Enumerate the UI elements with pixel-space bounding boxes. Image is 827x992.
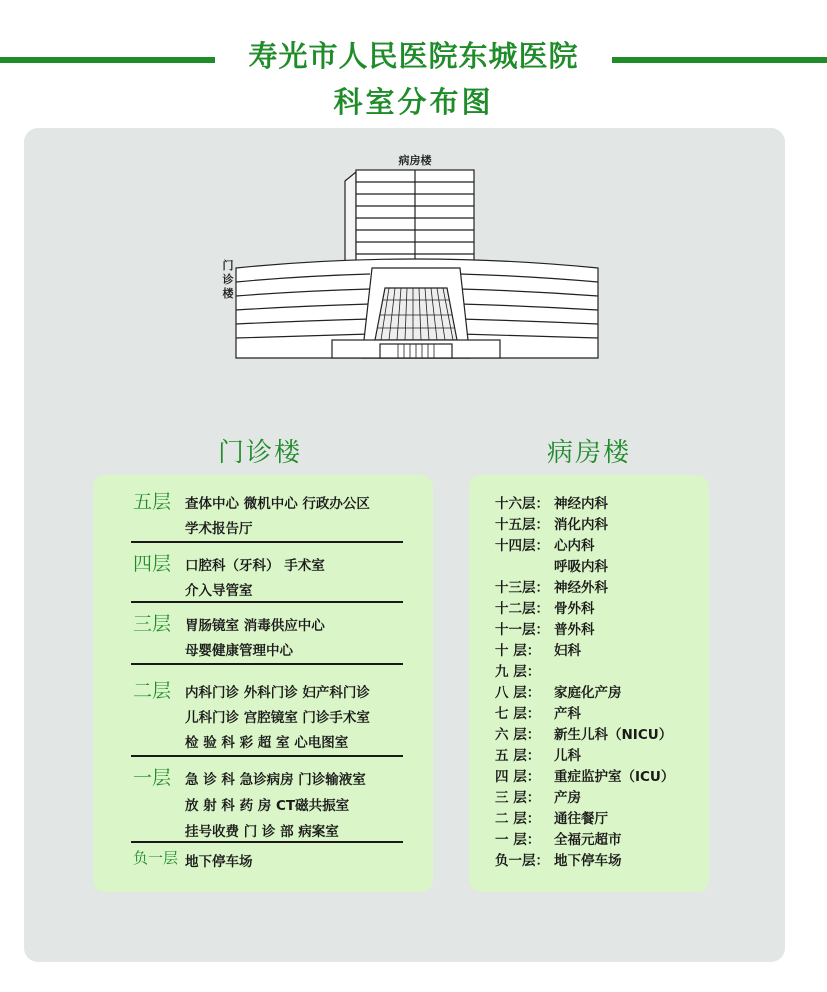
ward-dept: 新生儿科（NICU） bbox=[554, 727, 673, 743]
floor-line: 学术报告厅 bbox=[185, 521, 253, 537]
ward-floor: 十五层： bbox=[495, 517, 549, 533]
outpatient-label-char: 门 bbox=[222, 259, 234, 272]
ward-section-title: 病房楼 bbox=[547, 438, 632, 468]
ward-row bbox=[495, 492, 608, 512]
ward-floor: 十 层： bbox=[495, 643, 541, 659]
ward-row bbox=[495, 702, 581, 722]
floor-line: 检 验 科 彩 超 室 心电图室 bbox=[185, 735, 349, 751]
floor-divider bbox=[131, 841, 403, 843]
ward-dept: 通往餐厅 bbox=[554, 811, 608, 827]
ward-floor: 十三层： bbox=[495, 580, 549, 596]
ward-floor: 六 层： bbox=[495, 727, 541, 743]
ward-dept: 心内科 bbox=[554, 538, 595, 554]
outpatient-section-title: 门诊楼 bbox=[218, 438, 303, 468]
ward-row bbox=[495, 849, 622, 869]
ward-dept: 产科 bbox=[554, 706, 581, 722]
ward-floor: 九 层： bbox=[495, 664, 541, 680]
ward-dept: 妇科 bbox=[554, 643, 581, 659]
floor-line: 母婴健康管理中心 bbox=[185, 643, 293, 659]
ward-floor: 三 层： bbox=[495, 790, 541, 806]
ward-dept: 家庭化产房 bbox=[554, 685, 622, 701]
ward-dept: 消化内科 bbox=[554, 517, 608, 533]
ward-row bbox=[495, 576, 608, 596]
outpatient-directory bbox=[93, 475, 433, 892]
ward-dept: 全福元超市 bbox=[554, 832, 622, 848]
floor-line: 挂号收费 门 诊 部 病案室 bbox=[185, 824, 339, 840]
floor-label: 三层 bbox=[133, 613, 172, 635]
ward-building-label: 病房楼 bbox=[398, 154, 432, 167]
ward-dept: 产房 bbox=[554, 790, 581, 806]
ward-dept: 神经外科 bbox=[554, 580, 608, 596]
floor-line: 查体中心 微机中心 行政办公区 bbox=[185, 496, 370, 512]
ward-floor: 负一层： bbox=[495, 853, 549, 869]
floor-line: 放 射 科 药 房 CT磁共振室 bbox=[185, 798, 350, 814]
floor-line: 内科门诊 外科门诊 妇产科门诊 bbox=[185, 685, 370, 701]
ward-row bbox=[495, 597, 595, 617]
floor-line: 急 诊 科 急诊病房 门诊输液室 bbox=[185, 772, 366, 788]
ward-dept: 重症监护室（ICU） bbox=[554, 769, 675, 785]
ward-row bbox=[495, 639, 581, 659]
ward-dept: 神经内科 bbox=[554, 496, 608, 512]
ward-dept: 骨外科 bbox=[554, 601, 595, 617]
ward-floor: 一 层： bbox=[495, 832, 541, 848]
building-illustration bbox=[0, 0, 827, 420]
floor-divider bbox=[131, 663, 403, 665]
ward-row bbox=[495, 513, 608, 533]
outpatient-label-char: 诊 bbox=[222, 273, 234, 286]
ward-row bbox=[495, 618, 595, 638]
floor-line: 口腔科（牙科） 手术室 bbox=[185, 558, 325, 574]
ward-directory bbox=[469, 475, 709, 892]
ward-dept: 儿科 bbox=[554, 748, 581, 764]
ward-floor: 二 层： bbox=[495, 811, 541, 827]
ward-row bbox=[495, 534, 595, 554]
ward-floor: 十一层： bbox=[495, 622, 549, 638]
floor-divider bbox=[131, 541, 403, 543]
outpatient-label-char: 楼 bbox=[222, 287, 234, 300]
ward-row bbox=[495, 828, 622, 848]
ward-dept: 呼吸内科 bbox=[554, 559, 608, 575]
page-subtitle: 科室分布图 bbox=[333, 85, 494, 119]
ward-row bbox=[495, 786, 581, 806]
floor-label: 五层 bbox=[133, 491, 172, 513]
ward-row bbox=[495, 555, 608, 575]
ward-row bbox=[495, 765, 674, 785]
floor-label: 负一层 bbox=[133, 849, 179, 867]
floor-line: 地下停车场 bbox=[185, 854, 253, 870]
ward-row bbox=[495, 807, 608, 827]
floor-divider bbox=[131, 755, 403, 757]
ward-dept: 普外科 bbox=[554, 622, 595, 638]
floor-divider bbox=[131, 601, 403, 603]
floor-label: 二层 bbox=[133, 680, 172, 702]
ward-row bbox=[495, 744, 581, 764]
floor-line: 儿科门诊 宫腔镜室 门诊手术室 bbox=[185, 710, 370, 726]
ward-floor: 十四层： bbox=[495, 538, 549, 554]
floor-line: 介入导管室 bbox=[185, 583, 253, 599]
ward-floor: 五 层： bbox=[495, 748, 541, 764]
ward-floor: 四 层： bbox=[495, 769, 541, 785]
ward-dept: 地下停车场 bbox=[554, 853, 622, 869]
page-title: 寿光市人民医院东城医院 bbox=[248, 39, 579, 73]
ward-row bbox=[495, 723, 672, 743]
ward-floor: 十六层： bbox=[495, 496, 549, 512]
ward-floor: 十二层： bbox=[495, 601, 549, 617]
ward-row bbox=[495, 660, 554, 680]
ward-row bbox=[495, 681, 622, 701]
floor-label: 四层 bbox=[133, 553, 172, 575]
floor-line: 胃肠镜室 消毒供应中心 bbox=[185, 618, 325, 634]
ward-floor: 七 层： bbox=[495, 706, 541, 722]
ward-floor: 八 层： bbox=[495, 685, 541, 701]
floor-label: 一层 bbox=[133, 767, 172, 789]
